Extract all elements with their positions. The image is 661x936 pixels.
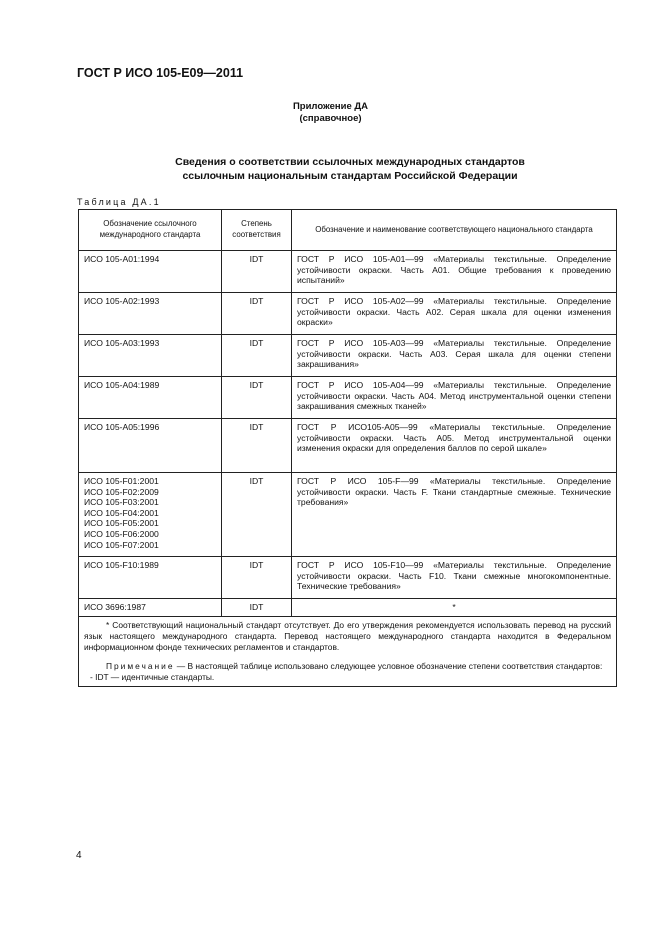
degree-cell: IDT xyxy=(222,335,292,377)
intl-standard-cell: ИСО 105-F10:1989 xyxy=(79,557,222,599)
section-title-line-2: ссылочным национальным стандартам Российской Федерации xyxy=(182,170,518,182)
table-header-row xyxy=(79,210,617,251)
intl-standard-cell: ИСО 105-А02:1993 xyxy=(79,293,222,335)
national-standard-cell: ГОСТ Р ИСО 105-F10—99 «Материалы текстильные. Определение устойчивости окраски. Часть F10. Ткани смежные многокомпонентные. Технические требования» xyxy=(292,557,617,599)
table-row xyxy=(79,557,617,599)
national-standard-cell: ГОСТ Р ИСО 105-А02—99 «Материалы текстильные. Определение устойчивости окраски. Часть А02. Серая шкала для оценки изменения окраски» xyxy=(292,293,617,335)
table-row xyxy=(79,293,617,335)
table-row xyxy=(79,377,617,419)
intl-standard-cell: ИСО 105-А05:1996 xyxy=(79,419,222,473)
section-title xyxy=(100,155,600,183)
annex-kind: (справочное) xyxy=(299,113,362,124)
footnote-cell xyxy=(79,616,617,686)
national-standard-cell: ГОСТ Р ИСО 105-А04—99 «Материалы текстильные. Определение устойчивости окраски. Часть А04. Метод инструментальной оценки степени закрашивания смежных тканей» xyxy=(292,377,617,419)
table-row xyxy=(79,251,617,293)
table-row xyxy=(79,473,617,557)
table-row xyxy=(79,599,617,617)
correspondence-table xyxy=(78,209,617,687)
national-standard-cell: ГОСТ Р ИСО 105-F—99 «Материалы текстильные. Определение устойчивости окраски. Часть F. Ткани стандартные смежные. Технические требования» xyxy=(292,473,617,557)
column-header-intl-standard: Обозначение ссылочного международного стандарта xyxy=(79,210,222,251)
national-standard-cell: * xyxy=(292,599,617,617)
annex-heading xyxy=(0,101,661,125)
intl-standard-cell: ИСО 105-F01:2001 ИСО 105-F02:2009 ИСО 105-F03:2001 ИСО 105-F04:2001 ИСО 105-F05:2001 ИСО 105-F06:2000 ИСО 105-F07:2001 xyxy=(79,473,222,557)
degree-cell: IDT xyxy=(222,599,292,617)
note-heading: Примечание xyxy=(106,660,175,671)
national-standard-cell: ГОСТ Р ИСО 105-А03—99 «Материалы текстильные. Определение устойчивости окраски. Часть А03. Серая шкала для оценки степени закрашивания» xyxy=(292,335,617,377)
intl-standard-cell: ИСО 3696:1987 xyxy=(79,599,222,617)
column-header-degree: Степень соответствия xyxy=(222,210,292,251)
column-header-national-standard: Обозначение и наименование соответствующего национального стандарта xyxy=(292,210,617,251)
degree-cell: IDT xyxy=(222,419,292,473)
page-number: 4 xyxy=(76,850,82,861)
note-list-item: - IDT — идентичные стандарты. xyxy=(90,671,215,682)
intl-standard-cell: ИСО 105-А01:1994 xyxy=(79,251,222,293)
annex-title: Приложение ДА xyxy=(292,101,369,112)
table-caption: Таблица ДА.1 xyxy=(77,197,161,207)
degree-cell: IDT xyxy=(222,251,292,293)
degree-cell: IDT xyxy=(222,293,292,335)
table-row xyxy=(79,419,617,473)
national-standard-cell: ГОСТ Р ИСО105-А05—99 «Материалы текстильные. Определение устойчивости окраски. Часть А05. Метод инструментальной оценки изменения окраски для определения баллов по серой шкале» xyxy=(292,419,617,473)
intl-standard-cell: ИСО 105-А03:1993 xyxy=(79,335,222,377)
document-designation: ГОСТ Р ИСО 105-E09—2011 xyxy=(77,66,244,80)
footnote-text: * Соответствующий национальный стандарт отсутствует. До его утверждения рекомендуется использовать перевод на русский язык настоящего международного стандарта. Перевод настоящего международного стандарта находится в Федеральном информационном фонде технических регламентов и стандартов. xyxy=(84,619,611,652)
table-row xyxy=(79,335,617,377)
table-note xyxy=(84,661,611,672)
table-footnote-row xyxy=(79,616,617,686)
intl-standard-cell: ИСО 105-А04:1989 xyxy=(79,377,222,419)
degree-cell: IDT xyxy=(222,377,292,419)
note-text: — В настоящей таблице использовано следующее условное обозначение степени соответствия стандартов: xyxy=(174,660,603,671)
degree-cell: IDT xyxy=(222,473,292,557)
section-title-line-1: Сведения о соответствии ссылочных международных стандартов xyxy=(175,156,525,168)
national-standard-cell: ГОСТ Р ИСО 105-А01—99 «Материалы текстильные. Определение устойчивости окраски. Часть А01. Общие требования к проведению испытаний» xyxy=(292,251,617,293)
degree-cell: IDT xyxy=(222,557,292,599)
